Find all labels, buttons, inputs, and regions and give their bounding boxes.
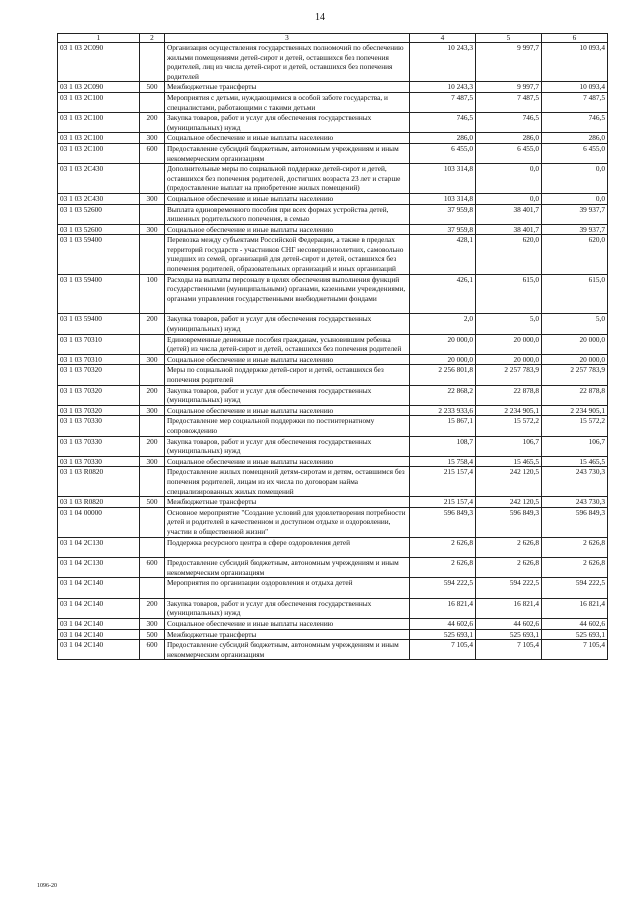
row-value-col6: 16 821,4	[542, 598, 608, 618]
row-value-col6: 44 602,6	[542, 619, 608, 630]
row-expense-type	[140, 537, 165, 558]
row-value-col4: 2 626,8	[410, 537, 476, 558]
row-value-col5: 242 120,5	[476, 497, 542, 508]
col-header-6: 6	[542, 34, 608, 43]
row-value-col4: 10 243,3	[410, 43, 476, 82]
row-value-col6: 525 693,1	[542, 629, 608, 640]
row-value-col5: 2 257 783,9	[476, 365, 542, 385]
row-expense-type	[140, 164, 165, 194]
row-expense-type: 500	[140, 497, 165, 508]
row-value-col4: 6 455,0	[410, 143, 476, 163]
row-code: 03 1 03 R0820	[58, 467, 140, 497]
table-row	[58, 193, 608, 204]
row-value-col5: 2 234 905,1	[476, 405, 542, 416]
row-code: 03 1 03 2C430	[58, 193, 140, 204]
row-value-col4: 20 000,0	[410, 354, 476, 365]
table-row	[58, 507, 608, 537]
table-row	[58, 334, 608, 354]
row-code: 03 1 03 2C100	[58, 143, 140, 163]
row-expense-type: 200	[140, 385, 165, 405]
row-expense-type: 300	[140, 354, 165, 365]
row-code: 03 1 03 70310	[58, 334, 140, 354]
row-value-col6: 594 222,5	[542, 578, 608, 599]
row-expense-type: 300	[140, 405, 165, 416]
row-code: 03 1 04 2C140	[58, 629, 140, 640]
row-value-col6: 7 105,4	[542, 640, 608, 660]
table-row	[58, 497, 608, 508]
row-value-col5: 620,0	[476, 235, 542, 274]
row-value-col5: 0,0	[476, 164, 542, 194]
table-row	[58, 405, 608, 416]
row-description: Расходы на выплаты персоналу в целях обеспечения выполнения функций государственными (муниципальными) органами, казенными учреждениями, органами управления государственными внебюджетными фондами	[165, 274, 410, 314]
row-value-col5: 20 000,0	[476, 354, 542, 365]
row-description: Межбюджетные трансферты	[165, 82, 410, 93]
budget-table	[57, 33, 608, 660]
row-expense-type: 200	[140, 598, 165, 618]
row-code: 03 1 03 70330	[58, 456, 140, 467]
row-code: 03 1 03 70310	[58, 354, 140, 365]
row-code: 03 1 03 70330	[58, 436, 140, 456]
row-code: 03 1 04 00000	[58, 507, 140, 537]
row-description: Социальное обеспечение и иные выплаты населению	[165, 133, 410, 144]
row-value-col4: 286,0	[410, 133, 476, 144]
row-value-col6: 2 234 905,1	[542, 405, 608, 416]
row-value-col4: 525 693,1	[410, 629, 476, 640]
row-value-col6: 15 572,2	[542, 416, 608, 436]
row-value-col6: 106,7	[542, 436, 608, 456]
row-code: 03 1 03 2C430	[58, 164, 140, 194]
row-value-col4: 15 758,4	[410, 456, 476, 467]
table-row	[58, 629, 608, 640]
row-value-col4: 426,1	[410, 274, 476, 314]
col-header-5: 5	[476, 34, 542, 43]
row-value-col5: 7 105,4	[476, 640, 542, 660]
table-row	[58, 224, 608, 235]
row-value-col4: 7 487,5	[410, 92, 476, 112]
row-expense-type: 300	[140, 133, 165, 144]
row-value-col5: 596 849,3	[476, 507, 542, 537]
row-value-col5: 9 997,7	[476, 82, 542, 93]
row-description: Выплата единовременного пособия при всех формах устройства детей, лишенных родительского попечения, в семью	[165, 204, 410, 224]
row-description: Закупка товаров, работ и услуг для обеспечения государственных (муниципальных) нужд	[165, 314, 410, 334]
row-description: Дополнительные меры по социальной поддержке детей-сирот и детей, оставшихся без попечения родителей, достигших возраста 23 лет и старше (предоставление выплат на приобретение жилых помещений)	[165, 164, 410, 194]
row-value-col4: 22 868,2	[410, 385, 476, 405]
row-value-col5: 7 487,5	[476, 92, 542, 112]
row-value-col6: 20 000,0	[542, 334, 608, 354]
row-expense-type: 200	[140, 314, 165, 334]
row-value-col4: 15 867,1	[410, 416, 476, 436]
table-row	[58, 133, 608, 144]
row-description: Поддержка ресурсного центра в сфере оздоровления детей	[165, 537, 410, 558]
row-description: Предоставление субсидий бюджетным, автономным учреждениям и иным некоммерческим организациям	[165, 558, 410, 578]
row-expense-type	[140, 43, 165, 82]
row-value-col5: 615,0	[476, 274, 542, 314]
row-expense-type	[140, 578, 165, 599]
row-value-col6: 15 465,5	[542, 456, 608, 467]
row-value-col4: 7 105,4	[410, 640, 476, 660]
row-description: Социальное обеспечение и иные выплаты населению	[165, 405, 410, 416]
row-code: 03 1 04 2C130	[58, 537, 140, 558]
row-value-col4: 2 233 933,6	[410, 405, 476, 416]
table-header-row	[58, 34, 608, 43]
row-description: Социальное обеспечение и иные выплаты населению	[165, 619, 410, 630]
row-code: 03 1 03 70320	[58, 385, 140, 405]
row-value-col4: 746,5	[410, 113, 476, 133]
row-expense-type: 500	[140, 82, 165, 93]
row-value-col4: 2 626,8	[410, 558, 476, 578]
row-value-col5: 15 465,5	[476, 456, 542, 467]
row-code: 03 1 03 59400	[58, 274, 140, 314]
row-value-col5: 746,5	[476, 113, 542, 133]
row-description: Межбюджетные трансферты	[165, 629, 410, 640]
row-value-col6: 6 455,0	[542, 143, 608, 163]
row-description: Закупка товаров, работ и услуг для обеспечения государственных (муниципальных) нужд	[165, 436, 410, 456]
row-expense-type	[140, 507, 165, 537]
row-value-col6: 243 730,3	[542, 467, 608, 497]
row-value-col6: 20 000,0	[542, 354, 608, 365]
row-value-col5: 15 572,2	[476, 416, 542, 436]
row-value-col6: 22 878,8	[542, 385, 608, 405]
row-value-col4: 215 157,4	[410, 467, 476, 497]
row-code: 03 1 03 52600	[58, 204, 140, 224]
row-value-col5: 242 120,5	[476, 467, 542, 497]
row-code: 03 1 03 2C100	[58, 92, 140, 112]
row-expense-type	[140, 467, 165, 497]
row-value-col4: 16 821,4	[410, 598, 476, 618]
table-row	[58, 365, 608, 385]
table-row	[58, 43, 608, 82]
row-value-col5: 38 401,7	[476, 204, 542, 224]
row-description: Социальное обеспечение и иные выплаты населению	[165, 224, 410, 235]
row-value-col6: 2 626,8	[542, 537, 608, 558]
row-expense-type: 100	[140, 274, 165, 314]
row-description: Социальное обеспечение и иные выплаты населению	[165, 354, 410, 365]
row-value-col5: 2 626,8	[476, 537, 542, 558]
table-row	[58, 143, 608, 163]
row-description: Предоставление жилых помещений детям-сиротам и детям, оставшимся без попечения родителей, лицам из их числа по договорам найма специализированных жилых помещений	[165, 467, 410, 497]
row-expense-type	[140, 92, 165, 112]
row-value-col6: 10 093,4	[542, 43, 608, 82]
row-expense-type: 300	[140, 619, 165, 630]
row-code: 03 1 03 70320	[58, 405, 140, 416]
row-value-col6: 0,0	[542, 193, 608, 204]
row-code: 03 1 03 59400	[58, 235, 140, 274]
table-body	[58, 43, 608, 660]
row-value-col5: 22 878,8	[476, 385, 542, 405]
table-row	[58, 436, 608, 456]
row-description: Перевозка между субъектами Российской Федерации, а также в пределах территорий государств - участников СНГ несовершеннолетних, самовольно ушедших из семей, организаций для детей-сирот и детей, оставшихся без попечения родителей, образовательных организаций и иных организаций	[165, 235, 410, 274]
row-code: 03 1 03 2C090	[58, 43, 140, 82]
row-value-col6: 5,0	[542, 314, 608, 334]
row-value-col6: 2 626,8	[542, 558, 608, 578]
row-value-col6: 596 849,3	[542, 507, 608, 537]
row-expense-type: 200	[140, 113, 165, 133]
row-value-col6: 39 937,7	[542, 224, 608, 235]
row-value-col5: 20 000,0	[476, 334, 542, 354]
row-description: Единовременные денежные пособия гражданам, усыновившим ребенка (детей) из числа детей-сирот и детей, оставшихся без попечения родителей	[165, 334, 410, 354]
table-row	[58, 235, 608, 274]
table-row	[58, 640, 608, 660]
row-value-col4: 594 222,5	[410, 578, 476, 599]
row-code: 03 1 03 R0820	[58, 497, 140, 508]
col-header-2: 2	[140, 34, 165, 43]
table-row	[58, 467, 608, 497]
col-header-4: 4	[410, 34, 476, 43]
row-value-col6: 286,0	[542, 133, 608, 144]
row-code: 03 1 03 70330	[58, 416, 140, 436]
row-expense-type	[140, 235, 165, 274]
row-value-col6: 0,0	[542, 164, 608, 194]
row-expense-type: 300	[140, 224, 165, 235]
row-description: Закупка товаров, работ и услуг для обеспечения государственных (муниципальных) нужд	[165, 598, 410, 618]
row-value-col5: 594 222,5	[476, 578, 542, 599]
row-code: 03 1 04 2C130	[58, 558, 140, 578]
row-value-col5: 106,7	[476, 436, 542, 456]
table-row	[58, 598, 608, 618]
row-description: Мероприятия по организации оздоровления и отдыха детей	[165, 578, 410, 599]
row-code: 03 1 03 2C100	[58, 133, 140, 144]
row-description: Социальное обеспечение и иные выплаты населению	[165, 456, 410, 467]
row-value-col4: 37 959,8	[410, 224, 476, 235]
row-value-col5: 16 821,4	[476, 598, 542, 618]
row-expense-type: 600	[140, 640, 165, 660]
row-value-col4: 103 314,8	[410, 164, 476, 194]
row-value-col6: 2 257 783,9	[542, 365, 608, 385]
row-description: Мероприятия с детьми, нуждающимися в особой заботе государства, и специалистами, работающими с такими детьми	[165, 92, 410, 112]
row-value-col5: 0,0	[476, 193, 542, 204]
row-value-col6: 39 937,7	[542, 204, 608, 224]
col-header-1: 1	[58, 34, 140, 43]
row-description: Меры по социальной поддержке детей-сирот и детей, оставшихся без попечения родителей	[165, 365, 410, 385]
table-row	[58, 619, 608, 630]
row-expense-type	[140, 334, 165, 354]
row-value-col4: 44 602,6	[410, 619, 476, 630]
table-row	[58, 82, 608, 93]
footer-code: 1096-20	[37, 883, 57, 889]
row-description: Основное мероприятие "Создание условий для удовлетворения потребности детей и родителей в качественном и доступном отдыхе и оздоровлении, участии в общественной жизни"	[165, 507, 410, 537]
row-value-col4: 215 157,4	[410, 497, 476, 508]
row-value-col5: 9 997,7	[476, 43, 542, 82]
row-description: Межбюджетные трансферты	[165, 497, 410, 508]
table-row	[58, 456, 608, 467]
table-row	[58, 578, 608, 599]
row-expense-type	[140, 204, 165, 224]
row-expense-type	[140, 416, 165, 436]
table-row	[58, 537, 608, 558]
row-value-col6: 7 487,5	[542, 92, 608, 112]
row-value-col4: 103 314,8	[410, 193, 476, 204]
row-value-col5: 286,0	[476, 133, 542, 144]
row-expense-type: 500	[140, 629, 165, 640]
table-row	[58, 204, 608, 224]
row-value-col4: 2 256 801,8	[410, 365, 476, 385]
row-description: Организация осуществления государственных полномочий по обеспечению жилыми помещениями детей-сирот и детей, оставшихся без попечения родителей, лиц из числа детей-сирот и детей, оставшихся без попечения родителей	[165, 43, 410, 82]
row-value-col5: 525 693,1	[476, 629, 542, 640]
row-value-col4: 596 849,3	[410, 507, 476, 537]
row-code: 03 1 03 52600	[58, 224, 140, 235]
row-description: Закупка товаров, работ и услуг для обеспечения государственных (муниципальных) нужд	[165, 385, 410, 405]
row-value-col4: 37 959,8	[410, 204, 476, 224]
page-number: 14	[315, 12, 325, 23]
row-expense-type: 300	[140, 456, 165, 467]
row-code: 03 1 04 2C140	[58, 640, 140, 660]
row-value-col4: 10 243,3	[410, 82, 476, 93]
row-code: 03 1 04 2C140	[58, 598, 140, 618]
row-code: 03 1 04 2C140	[58, 619, 140, 630]
row-code: 03 1 03 2C090	[58, 82, 140, 93]
table-row	[58, 416, 608, 436]
table-row	[58, 164, 608, 194]
row-code: 03 1 03 70320	[58, 365, 140, 385]
table-row	[58, 274, 608, 314]
row-expense-type	[140, 365, 165, 385]
table-row	[58, 385, 608, 405]
row-value-col6: 615,0	[542, 274, 608, 314]
row-value-col6: 620,0	[542, 235, 608, 274]
table-row	[58, 314, 608, 334]
row-expense-type: 300	[140, 193, 165, 204]
row-value-col6: 746,5	[542, 113, 608, 133]
table-header	[58, 34, 608, 43]
table-row	[58, 558, 608, 578]
table-row	[58, 354, 608, 365]
row-value-col5: 6 455,0	[476, 143, 542, 163]
row-value-col4: 108,7	[410, 436, 476, 456]
row-value-col5: 5,0	[476, 314, 542, 334]
row-value-col4: 2,0	[410, 314, 476, 334]
row-description: Социальное обеспечение и иные выплаты населению	[165, 193, 410, 204]
row-code: 03 1 03 2C100	[58, 113, 140, 133]
table-row	[58, 113, 608, 133]
row-description: Закупка товаров, работ и услуг для обеспечения государственных (муниципальных) нужд	[165, 113, 410, 133]
row-value-col5: 38 401,7	[476, 224, 542, 235]
row-expense-type: 600	[140, 558, 165, 578]
col-header-3: 3	[165, 34, 410, 43]
row-description: Предоставление мер социальной поддержки по постинтернатному сопровождению	[165, 416, 410, 436]
row-value-col6: 243 730,3	[542, 497, 608, 508]
row-description: Предоставление субсидий бюджетным, автономным учреждениям и иным некоммерческим организациям	[165, 143, 410, 163]
row-value-col6: 10 093,4	[542, 82, 608, 93]
row-value-col5: 44 602,6	[476, 619, 542, 630]
row-description: Предоставление субсидий бюджетным, автономным учреждениям и иным некоммерческим организациям	[165, 640, 410, 660]
row-value-col4: 428,1	[410, 235, 476, 274]
row-code: 03 1 03 59400	[58, 314, 140, 334]
row-value-col4: 20 000,0	[410, 334, 476, 354]
row-code: 03 1 04 2C140	[58, 578, 140, 599]
row-expense-type: 200	[140, 436, 165, 456]
row-expense-type: 600	[140, 143, 165, 163]
row-value-col5: 2 626,8	[476, 558, 542, 578]
table-row	[58, 92, 608, 112]
